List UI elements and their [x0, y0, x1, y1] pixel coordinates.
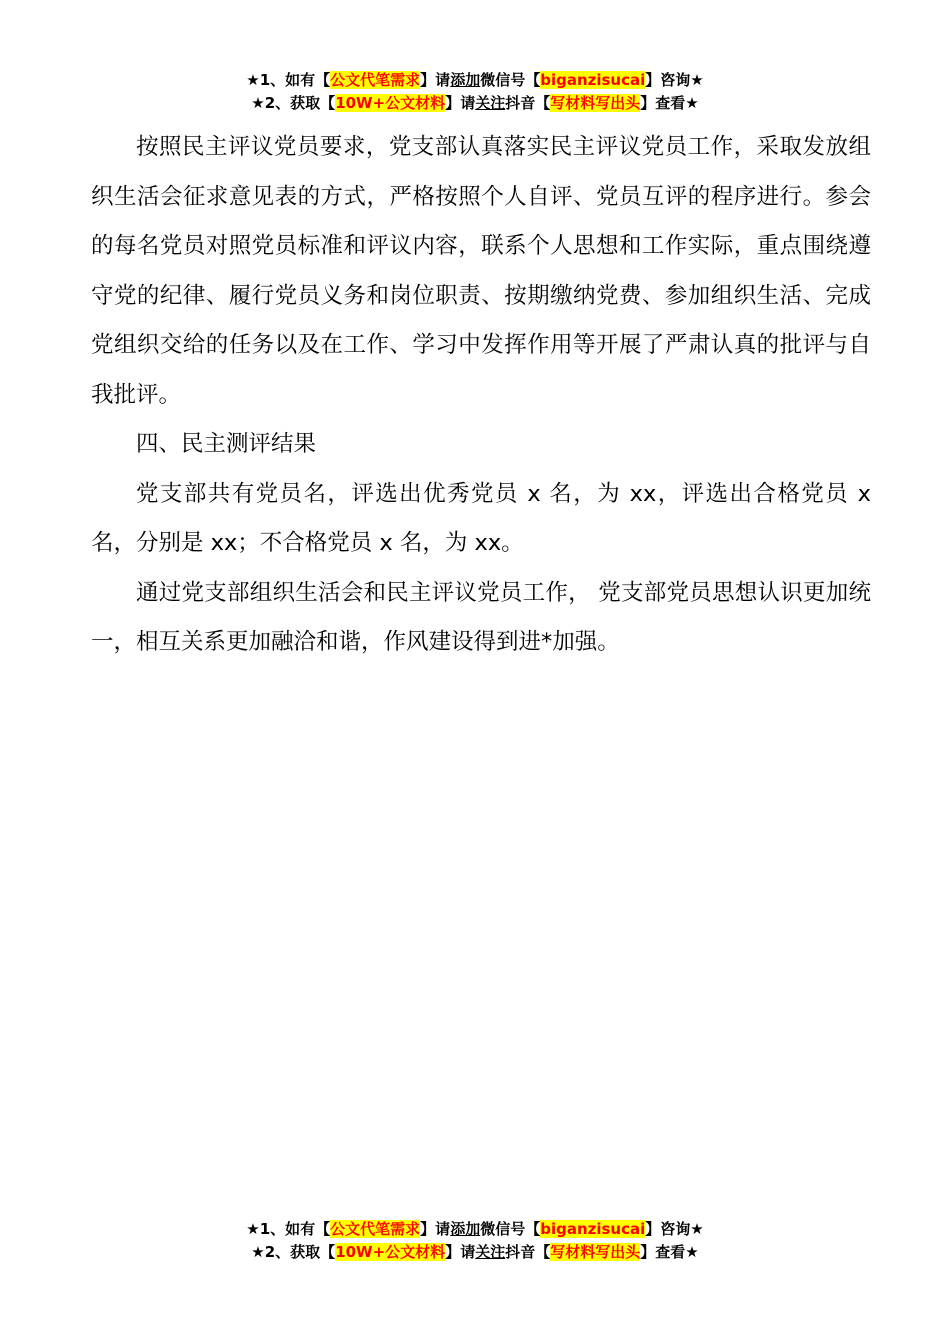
banner-line-2: ★2、获取【10W+公文材料】请关注抖音【写材料写出头】查看★ — [251, 94, 699, 112]
document-body — [91, 123, 871, 668]
header-banner — [0, 69, 950, 115]
highlight-service: 公文代笔需求 — [330, 1220, 421, 1238]
paragraph-results: 党支部共有党员名，评选出优秀党员 x 名，为 xx，评选出合格党员 x 名，分别是 xx；不合格党员 x 名，为 xx。 — [91, 480, 871, 556]
paragraph-evaluation-process: 按照民主评议党员要求，党支部认真落实民主评议党员工作，采取发放组织生活会征求意见表的方式，严格按照个人自评、党员互评的程序进行。参会的每名党员对照党员标准和评议内容，联系个人思想和工作实际，重点围绕遵守党的纪律、履行党员义务和岗位职责、按期缴纳党费、参加组织生活、完成党组织交给的任务以及在工作、学习中发挥作用等开展了严肃认真的批评与自我批评。 — [91, 134, 871, 408]
emphasis-add: 添加 — [450, 1220, 481, 1238]
paragraph-conclusion: 通过党支部组织生活会和民主评议党员工作， 党支部党员思想认识更加统一，相互关系更加融洽和谐，作风建设得到进*加强。 — [91, 579, 871, 655]
highlight-wechat-id: biganzisucai — [540, 71, 646, 89]
banner-line-2: ★2、获取【10W+公文材料】请关注抖音【写材料写出头】查看★ — [251, 1243, 699, 1261]
emphasis-add: 添加 — [450, 71, 481, 89]
footer-banner — [0, 1218, 950, 1264]
banner-line-1: ★1、如有【公文代笔需求】请添加微信号【biganzisucai】咨询★ — [246, 1220, 704, 1238]
banner-line-1: ★1、如有【公文代笔需求】请添加微信号【biganzisucai】咨询★ — [246, 71, 704, 89]
emphasis-follow: 关注 — [475, 1243, 506, 1261]
emphasis-follow: 关注 — [475, 94, 506, 112]
highlight-materials: 10W+公文材料 — [335, 94, 446, 112]
highlight-materials: 10W+公文材料 — [335, 1243, 446, 1261]
highlight-douyin-account: 写材料写出头 — [550, 1243, 641, 1261]
section-heading-results: 四、民主测评结果 — [136, 431, 317, 457]
highlight-wechat-id: biganzisucai — [540, 1220, 646, 1238]
highlight-service: 公文代笔需求 — [330, 71, 421, 89]
highlight-douyin-account: 写材料写出头 — [550, 94, 641, 112]
